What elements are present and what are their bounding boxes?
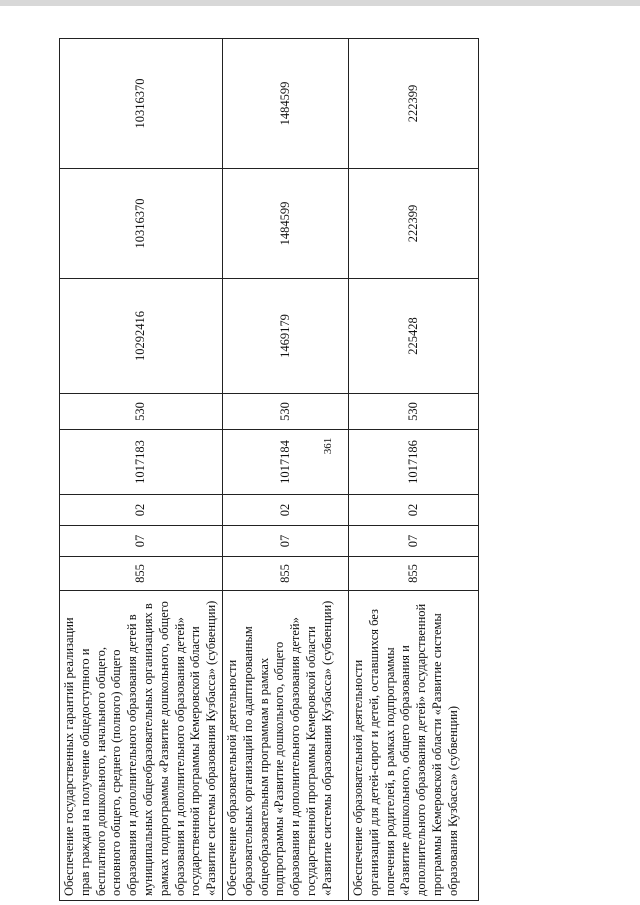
subsection-code: 02 [222,495,348,526]
rotated-budget-table [59,39,460,901]
section-code: 07 [60,526,223,557]
table-row [60,39,223,901]
amount-year-2: 10316370 [60,169,223,279]
amount-year-2: 222399 [348,169,478,279]
row-description: Обеспечение образовательной деятельности образовательных организаций по адаптированным общеобразовательным программам в рамках подпрограммы «Развитие дошкольного, общего образования и дополнительного образования детей» государственной программы Кемеровской области «Развитие системы образования Кузбасса» (субвенции) [222,591,348,901]
expense-type-code: 530 [222,394,348,430]
scan-edge-shadow [0,0,640,6]
amount-year-3: 10316370 [60,39,223,169]
row-description: Обеспечение образовательной деятельности организаций для детей-сирот и детей, оставшихся без попечения родителей, в рамках подпрограммы «Развитие дошкольного, общего образования и дополнительного образования детей» государственной программы Кемеровской области «Развитие системы образования Кузбасса» (субвенции) [348,591,478,901]
table-row [222,39,348,901]
budget-table [59,38,479,901]
target-code: 1017184 [222,430,348,495]
subsection-code: 02 [348,495,478,526]
section-code: 07 [348,526,478,557]
amount-year-2: 1484599 [222,169,348,279]
amount-year-1: 1469179 [222,279,348,394]
ministry-code: 855 [60,557,223,591]
ministry-code: 855 [348,557,478,591]
target-code: 1017183 [60,430,223,495]
ministry-code: 855 [222,557,348,591]
target-code: 1017186 [348,430,478,495]
section-code: 07 [222,526,348,557]
amount-year-1: 10292416 [60,279,223,394]
table-row [348,39,478,901]
expense-type-code: 530 [60,394,223,430]
row-description: Обеспечение государственных гарантий реализации прав граждан на получение общедоступного и бесплатного дошкольного, начального общего, основного общего, среднего (полного) общего образования и дополнительного образования детей в муниципальных общеобразовательных организациях в рамках подпрограммы «Развитие дошкольного, общего образования и дополнительного образования детей» государственной программы Кемеровской области «Развитие системы образования Кузбасса» (субвенции) [60,591,223,901]
amount-year-3: 1484599 [222,39,348,169]
amount-year-1: 225428 [348,279,478,394]
expense-type-code: 530 [348,394,478,430]
subsection-code: 02 [60,495,223,526]
page-number: 361 [322,437,334,455]
amount-year-3: 222399 [348,39,478,169]
